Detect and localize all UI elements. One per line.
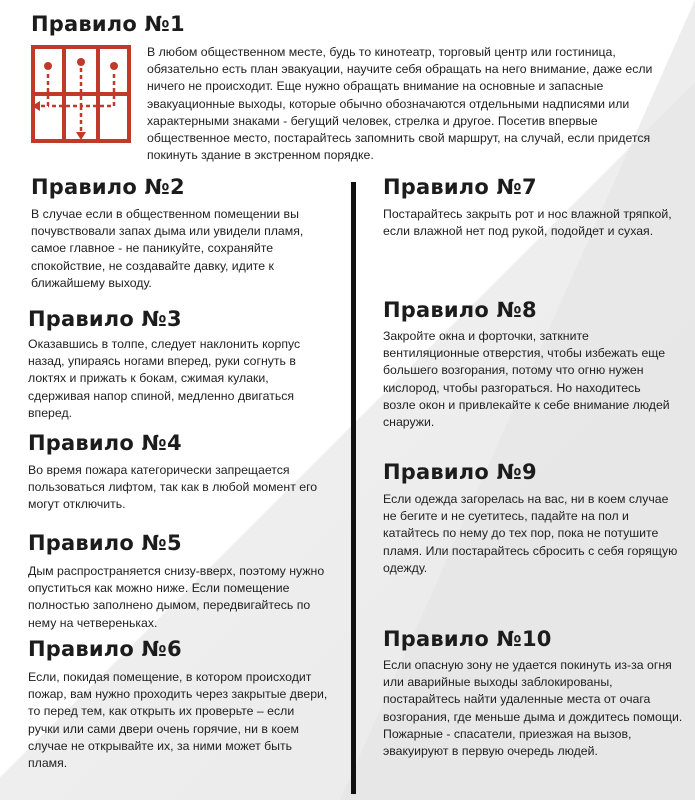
rule-10-title: Правило №10 [383, 627, 552, 651]
rule-5-title: Правило №5 [28, 531, 182, 555]
rule-10-text: Если опасную зону не удается покинуть из-за огня или аварийные выходы заблокированы, постарайтесь найти удаленные места от очага возгорания, где меньше дыма и дождитесь помощи. Пожарные - спасатели, приезжая на вызов, эвакуируют в первую очередь людей. [383, 658, 683, 759]
rule-9-title: Правило №9 [383, 460, 537, 484]
rule-7-text: Постарайтесь закрыть рот и нос влажной тряпкой, если влажной нет под рукой, подойдет и сухая. [383, 207, 672, 239]
rule-7-title: Правило №7 [383, 175, 537, 199]
rule-9-text: Если одежда загорелась на вас, ни в коем случае не бегите и не суетитесь, падайте на пол и катайтесь по нему до тех пор, пока не потушите пламя. Или постарайтесь сбросить с себя горящую одежду. [383, 492, 678, 575]
rule-8-title: Правило №8 [383, 298, 537, 322]
rule-2-text: В случае если в общественном помещении вы почувствовали запах дыма или увидели пламя, самое главное - не паникуйте, сохраняйте спокойствие, не создавайте давку, идите к ближайшему выходу. [31, 207, 304, 290]
rule-5-text: Дым распространяется снизу-вверх, поэтому нужно опуститься как можно ниже. Если помещение полностью заполнено дымом, передвигайтесь по нему на четвереньках. [28, 564, 325, 630]
evacuation-plan-icon [30, 44, 132, 144]
column-divider [351, 182, 356, 794]
rule-1-title: Правило №1 [31, 12, 185, 36]
rule-4-text: Во время пожара категорически запрещается пользоваться лифтом, так как в любой момент его могут отключить. [28, 463, 318, 512]
rule-2-title: Правило №2 [31, 175, 185, 199]
rule-4-title: Правило №4 [28, 431, 182, 455]
rule-6-text: Если, покидая помещение, в котором происходит пожар, вам нужно проходить через закрытые двери, то перед тем, как открыть их проверьте – если ручки или сами двери очень горячие, ни в коем случае не открывайте их, за ними может быть пламя. [28, 670, 328, 771]
rule-6-title: Правило №6 [28, 637, 182, 661]
rule-3-title: Правило №3 [28, 307, 182, 331]
rule-8-text: Закройте окна и форточки, заткните вентиляционные отверстия, чтобы избежать еще большего возгорания, потому что огню нужен кислород, чтобы разгораться. Но находитесь возле окон и привлекайте к себе внимание людей снаружи. [383, 329, 670, 430]
rule-1-text: В любом общественном месте, будь то кинотеатр, торговый центр или гостиница, обязательно есть план эвакуации, научите себя обращать на него внимание, даже если ничего не происходит. Еще нужно обращать внимание на основные и запасные эвакуационные выходы, которые обычно обозначаются отдельными надписями или характерными знаками - бегущий человек, стрелка и другое. Посетив впервые общественное место, постарайтесь запомнить свой маршрут, на случай, если придется покинуть здание в экстренном порядке. [147, 45, 653, 163]
rule-3-text: Оказавшись в толпе, следует наклонить корпус назад, упираясь ногами вперед, руки согнуть в локтях и прижать к бокам, сжимая кулаки, сдерживая напор спиной, медленно двигаться вперед. [28, 337, 301, 420]
